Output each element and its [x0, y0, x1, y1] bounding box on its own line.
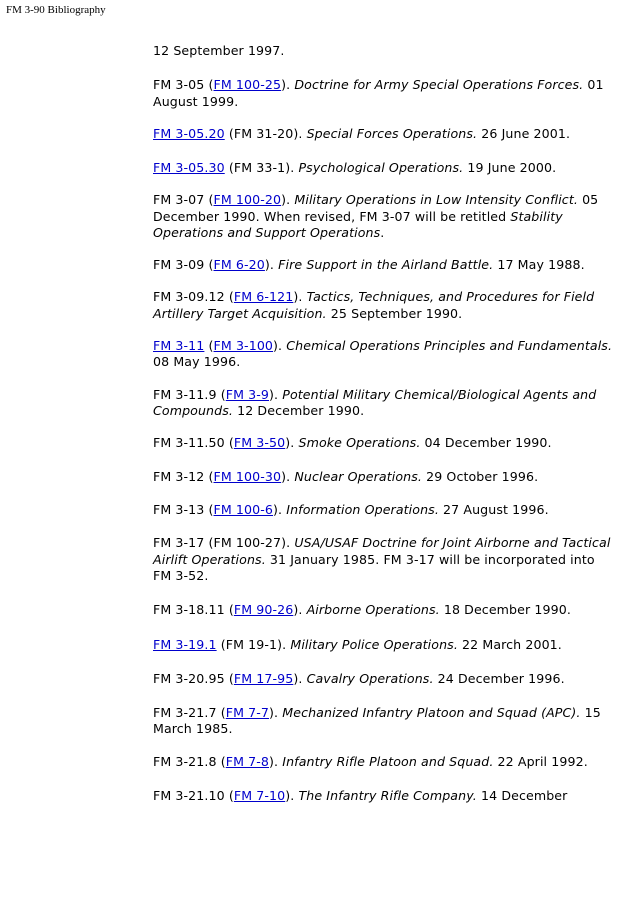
- bibliography-list: [153, 27, 615, 805]
- entry-text: 27 August 1996.: [438, 502, 549, 517]
- bibliography-entry: [153, 160, 615, 177]
- bibliography-entry: [153, 602, 615, 619]
- bibliography-entry: [153, 289, 615, 322]
- entry-text: FM 3-11.50 (: [153, 434, 234, 450]
- publication-title: Airborne Operations.: [306, 601, 440, 617]
- entry-text: 17 May 1988.: [493, 256, 585, 272]
- entry-text: ).: [269, 386, 283, 402]
- publication-title: Tactics, Techniques, and Procedures for Field Artillery Target Acquisition.: [153, 289, 595, 321]
- entry-text: 19 June 2000.: [463, 159, 557, 175]
- entry-text: 05 December 1990. When revised, FM 3-07 will be retitled: [153, 192, 599, 224]
- entry-text: FM 3-21.8 (: [153, 753, 226, 769]
- reference-link[interactable]: FM 100-30: [213, 468, 282, 484]
- publication-title: The Infantry Rifle Company.: [298, 788, 477, 803]
- reference-link[interactable]: FM 7-7: [225, 704, 270, 720]
- reference-link[interactable]: FM 3-9: [225, 386, 270, 402]
- entry-text: (FM 33-1).: [224, 159, 299, 175]
- reference-link[interactable]: FM 3-19.1: [153, 636, 217, 652]
- entry-text: FM 3-07 (: [153, 192, 214, 207]
- entry-text: 15 March 1985.: [153, 704, 601, 736]
- entry-text: FM 3-11.9 (: [153, 386, 226, 402]
- bibliography-entry: [153, 637, 615, 654]
- publication-title: Potential Military Chemical/Biological Agents and Compounds.: [153, 386, 597, 418]
- bibliography-entry: [153, 387, 615, 420]
- entry-text: FM 3-12 (: [153, 468, 214, 484]
- entry-text: 12 September 1997.: [153, 43, 285, 58]
- bibliography-entry: [153, 788, 615, 805]
- publication-title: Smoke Operations.: [298, 434, 421, 450]
- publication-title: Doctrine for Army Special Operations Forces.: [294, 77, 584, 92]
- bibliography-entry: [153, 469, 615, 486]
- entry-text: FM 3-21.7 (: [153, 704, 226, 720]
- entry-text: ).: [281, 192, 295, 207]
- entry-text: (FM 31-20).: [224, 125, 307, 141]
- bibliography-entry: [153, 43, 615, 60]
- entry-text: 01 August 1999.: [153, 77, 604, 109]
- entry-text: FM 3-21.10 (: [153, 788, 234, 803]
- reference-link[interactable]: FM 17-95: [233, 670, 294, 686]
- page-header: FM 3-90 Bibliography: [6, 4, 106, 16]
- bibliography-entry: [153, 192, 615, 242]
- entry-text: 18 December 1990.: [439, 601, 571, 617]
- reference-link[interactable]: FM 6-121: [233, 289, 294, 304]
- entry-text: 25 September 1990.: [326, 305, 463, 321]
- entry-text: FM 3-18.11 (: [153, 601, 234, 617]
- publication-title: Nuclear Operations.: [294, 468, 422, 484]
- publication-title: Stability Operations and Support Operations: [153, 208, 563, 240]
- entry-text: 24 December 1996.: [433, 670, 565, 686]
- bibliography-entry: [153, 77, 615, 110]
- entry-text: 12 December 1990.: [233, 403, 365, 418]
- entry-text: ).: [293, 289, 307, 304]
- entry-text: ).: [293, 670, 307, 686]
- entry-text: 26 June 2001.: [477, 125, 571, 141]
- bibliography-entry: [153, 126, 615, 143]
- publication-title: Fire Support in the Airland Battle.: [278, 256, 494, 272]
- entry-text: ).: [273, 502, 287, 517]
- publication-title: Special Forces Operations.: [306, 125, 478, 141]
- publication-title: Psychological Operations.: [298, 159, 464, 175]
- bibliography-entry: [153, 257, 615, 274]
- entry-text: 04 December 1990.: [420, 434, 552, 450]
- reference-link[interactable]: FM 3-50: [233, 434, 286, 450]
- entry-text: 14 December: [476, 788, 568, 803]
- reference-link[interactable]: FM 3-11: [153, 337, 205, 353]
- reference-link[interactable]: FM 100-20: [213, 192, 282, 207]
- entry-text: (FM 19-1).: [216, 636, 291, 652]
- entry-text: FM 3-09.12 (: [153, 289, 234, 304]
- entry-text: ).: [269, 753, 283, 769]
- publication-title: Chemical Operations Principles and Fundamentals.: [286, 337, 613, 353]
- entry-text: 22 March 2001.: [457, 636, 562, 652]
- bibliography-entry: [153, 705, 615, 738]
- bibliography-entry: [153, 338, 615, 371]
- publication-title: Military Police Operations.: [290, 636, 458, 652]
- entry-text: FM 3-05 (: [153, 77, 214, 92]
- bibliography-entry: [153, 502, 615, 519]
- entry-text: FM 3-09 (: [153, 256, 214, 272]
- reference-link[interactable]: FM 3-100: [213, 337, 274, 353]
- reference-link[interactable]: FM 7-8: [225, 753, 270, 769]
- publication-title: Infantry Rifle Platoon and Squad.: [282, 753, 494, 769]
- entry-text: FM 3-13 (: [153, 502, 214, 517]
- publication-title: Military Operations in Low Intensity Conflict.: [294, 192, 578, 207]
- entry-text: 08 May 1996.: [153, 354, 241, 369]
- reference-link[interactable]: FM 3-05.30: [153, 159, 225, 175]
- entry-text: ).: [281, 468, 295, 484]
- publication-title: Cavalry Operations.: [306, 670, 434, 686]
- publication-title: Mechanized Infantry Platoon and Squad (APC).: [282, 704, 581, 720]
- bibliography-entry: [153, 754, 615, 771]
- reference-link[interactable]: FM 3-05.20: [153, 125, 225, 141]
- reference-link[interactable]: FM 90-26: [233, 601, 294, 617]
- entry-text: 22 April 1992.: [493, 753, 588, 769]
- entry-text: ).: [293, 601, 307, 617]
- reference-link[interactable]: FM 6-20: [213, 256, 265, 272]
- entry-text: FM 3-20.95 (: [153, 670, 234, 686]
- entry-text: ).: [285, 788, 299, 803]
- bibliography-entry: [153, 671, 615, 688]
- bibliography-entry: [153, 535, 615, 585]
- bibliography-entry: [153, 435, 615, 452]
- entry-text: 31 January 1985. FM 3-17 will be incorporated into FM 3-52.: [153, 551, 595, 583]
- reference-link[interactable]: FM 100-25: [213, 77, 282, 92]
- entry-text: ).: [269, 704, 283, 720]
- entry-text: FM 3-17 (FM 100-27).: [153, 535, 295, 550]
- entry-text: (: [204, 337, 214, 353]
- publication-title: Information Operations.: [286, 502, 439, 517]
- entry-text: ).: [281, 77, 295, 92]
- entry-text: ).: [285, 434, 299, 450]
- reference-link[interactable]: FM 100-6: [213, 502, 274, 517]
- entry-text: 29 October 1996.: [422, 468, 539, 484]
- entry-text: ).: [273, 337, 287, 353]
- reference-link[interactable]: FM 7-10: [233, 788, 286, 803]
- entry-text: ).: [264, 256, 279, 272]
- publication-title: USA/USAF Doctrine for Joint Airborne and Tactical Airlift Operations.: [153, 535, 611, 567]
- entry-text: .: [380, 225, 385, 240]
